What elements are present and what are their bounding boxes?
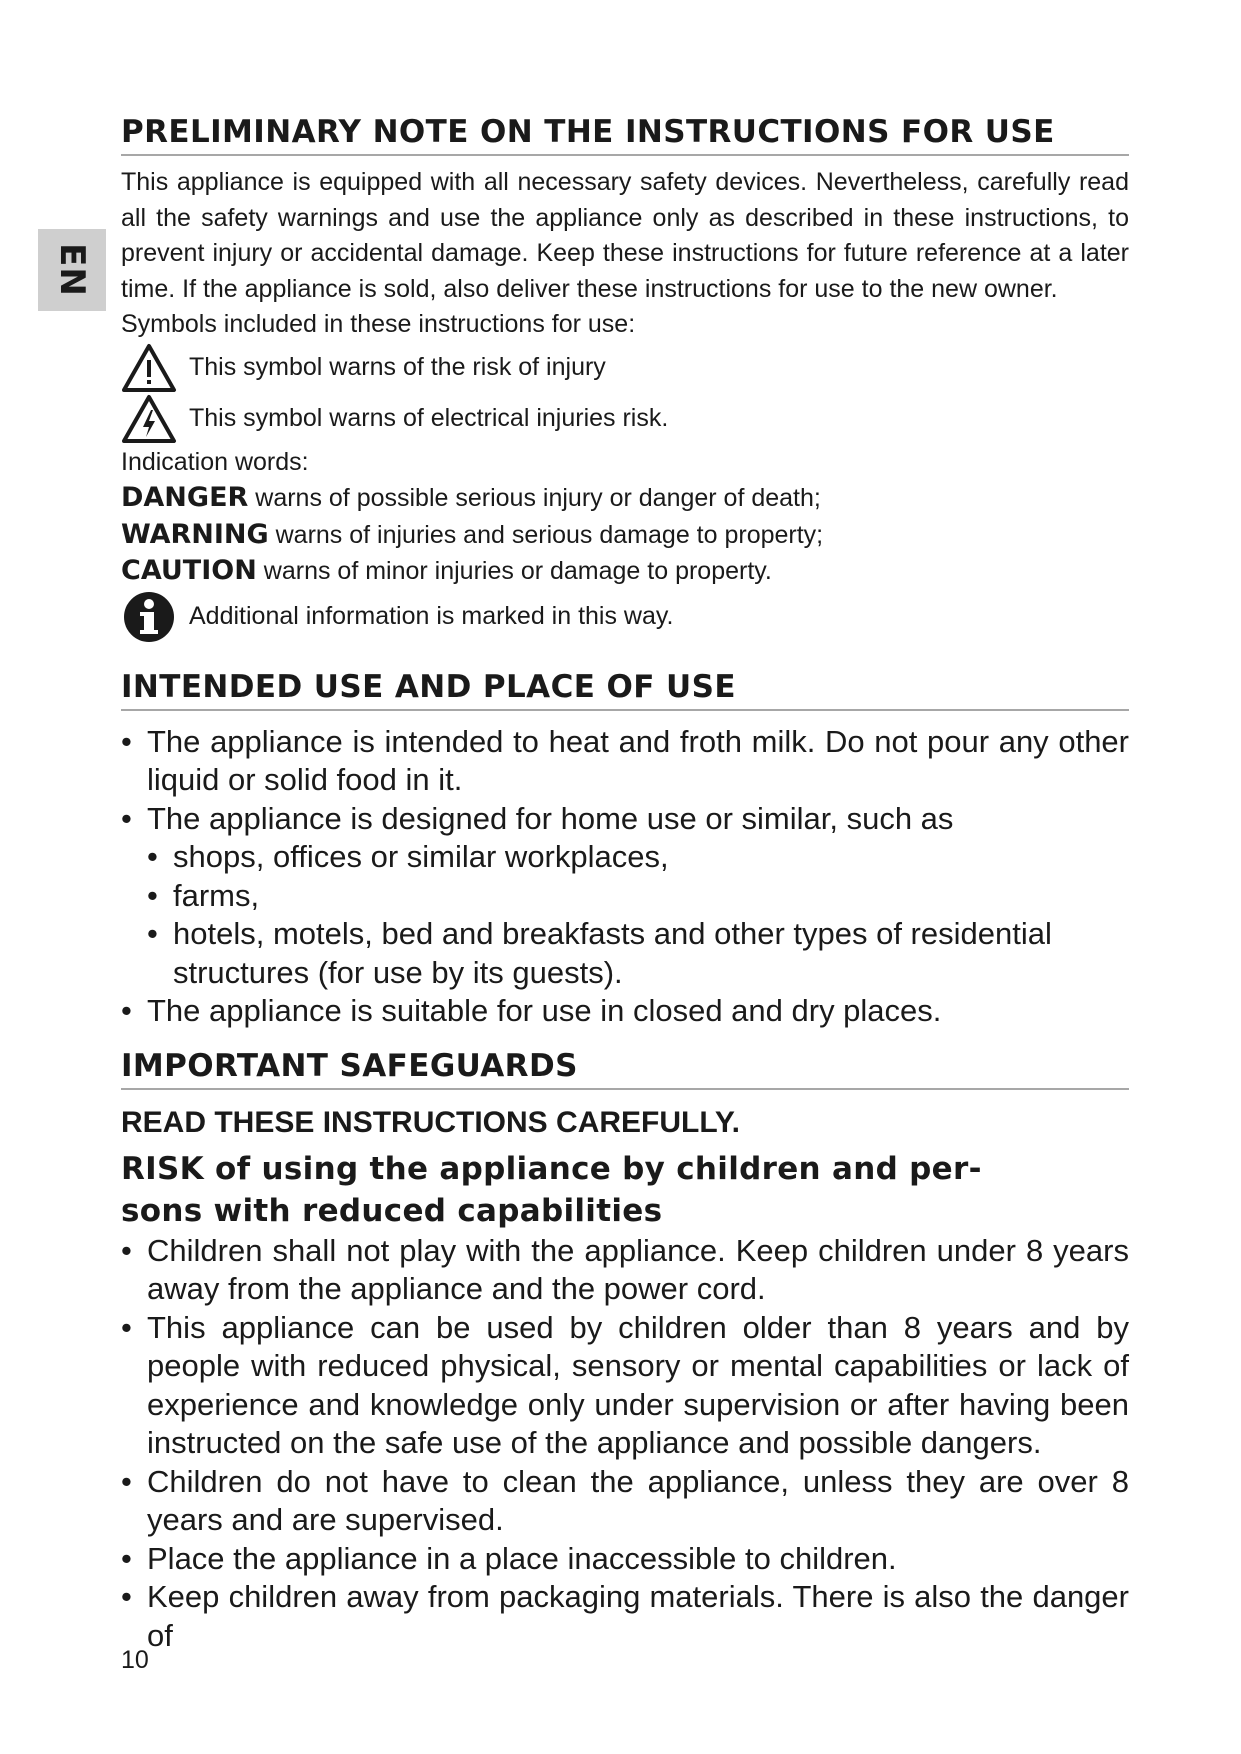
list-item: • The appliance is intended to heat and froth milk. Do not pour any other liquid or solid food in it. [121,723,1129,800]
electrical-hazard-icon [121,394,177,444]
language-tab [38,229,106,311]
list-item: • Children shall not play with the appliance. Keep children under 8 years away from the appliance and the power cord. [121,1232,1129,1309]
symbol-injury-text: This symbol warns of the risk of injury [189,353,606,382]
danger-text: warns of possible serious injury or danger of death; [255,484,821,512]
info-icon [121,590,177,644]
page-number: 10 [121,1646,149,1674]
danger-word: DANGER [121,482,249,513]
warning-triangle-icon [121,343,177,393]
info-text: Additional information is marked in this way. [189,601,674,630]
symbol-electrical-row [121,394,1129,445]
info-row [121,590,1129,644]
intended-use-body [121,723,1129,1031]
indication-intro: Indication words: [121,447,309,476]
sub-list-item: • farms, [121,877,1129,916]
preliminary-intro-paragraph: This appliance is equipped with all necessary safety devices. Nevertheless, carefully read all the safety warnings and use the appliance only as described in these instructions, to prevent injury or accidental damage. Keep these instructions for future reference at a later time. If the appliance is sold, also deliver these instructions for use to the new owner. [121,168,1129,303]
risk-heading-line2: sons with reduced capabilities [121,1192,663,1229]
language-tab-label: EN [52,243,92,297]
indication-caution [121,553,1129,590]
list-item: • Children do not have to clean the appliance, unless they are over 8 years and are supervised. [121,1463,1129,1540]
warning-text: warns of injuries and serious damage to property; [275,520,824,549]
sub-list-item: • shops, offices or similar workplaces, [121,838,1129,877]
indication-danger [121,480,1129,517]
list-item: • Place the appliance in a place inaccessible to children. [121,1540,1129,1579]
read-instructions-heading: READ THESE INSTRUCTIONS CAREFULLY. [121,1105,740,1139]
section-title-preliminary-note: PRELIMINARY NOTE ON THE INSTRUCTIONS FOR USE [121,112,1129,156]
warning-word: WARNING [121,518,269,550]
section-title-intended-use: INTENDED USE AND PLACE OF USE [121,667,1129,711]
children-safety-list [121,1232,1129,1656]
list-item: • The appliance is suitable for use in closed and dry places. [121,992,1129,1031]
preliminary-note-body [121,165,1129,644]
intended-use-list [121,723,1129,839]
symbol-electrical-text: This symbol warns of electrical injuries risk. [189,404,669,433]
risk-heading-line1: RISK of using the appliance by children and per- [121,1150,982,1187]
caution-text: warns of minor injuries or damage to property. [263,557,772,585]
intended-use-list-end [121,992,1129,1031]
section-title-important-safeguards: IMPORTANT SAFEGUARDS [121,1046,1129,1090]
page-content [121,112,1129,1655]
list-item-text: The appliance is designed for home use or similar, such as [147,800,954,836]
intended-use-sublist [121,838,1129,992]
risk-heading [121,1148,1129,1232]
symbols-intro: Symbols included in these instructions for use: [121,310,636,338]
list-item: • Keep children away from packaging materials. There is also the danger of [121,1578,1129,1655]
caution-word: CAUTION [121,555,257,586]
safeguards-body [121,1232,1129,1656]
list-item: • This appliance can be used by children older than 8 years and by people with reduced physical, sensory or mental capabilities or lack of experience and knowledge only under supervision or after having been instructed on the safe use of the appliance and possible dangers. [121,1309,1129,1463]
list-item [121,800,1129,839]
indication-warning [121,517,1129,554]
sub-list-item: • hotels, motels, bed and breakfasts and other types of residential structures (for use by its guests). [121,915,1129,992]
symbol-injury-row [121,343,1129,394]
